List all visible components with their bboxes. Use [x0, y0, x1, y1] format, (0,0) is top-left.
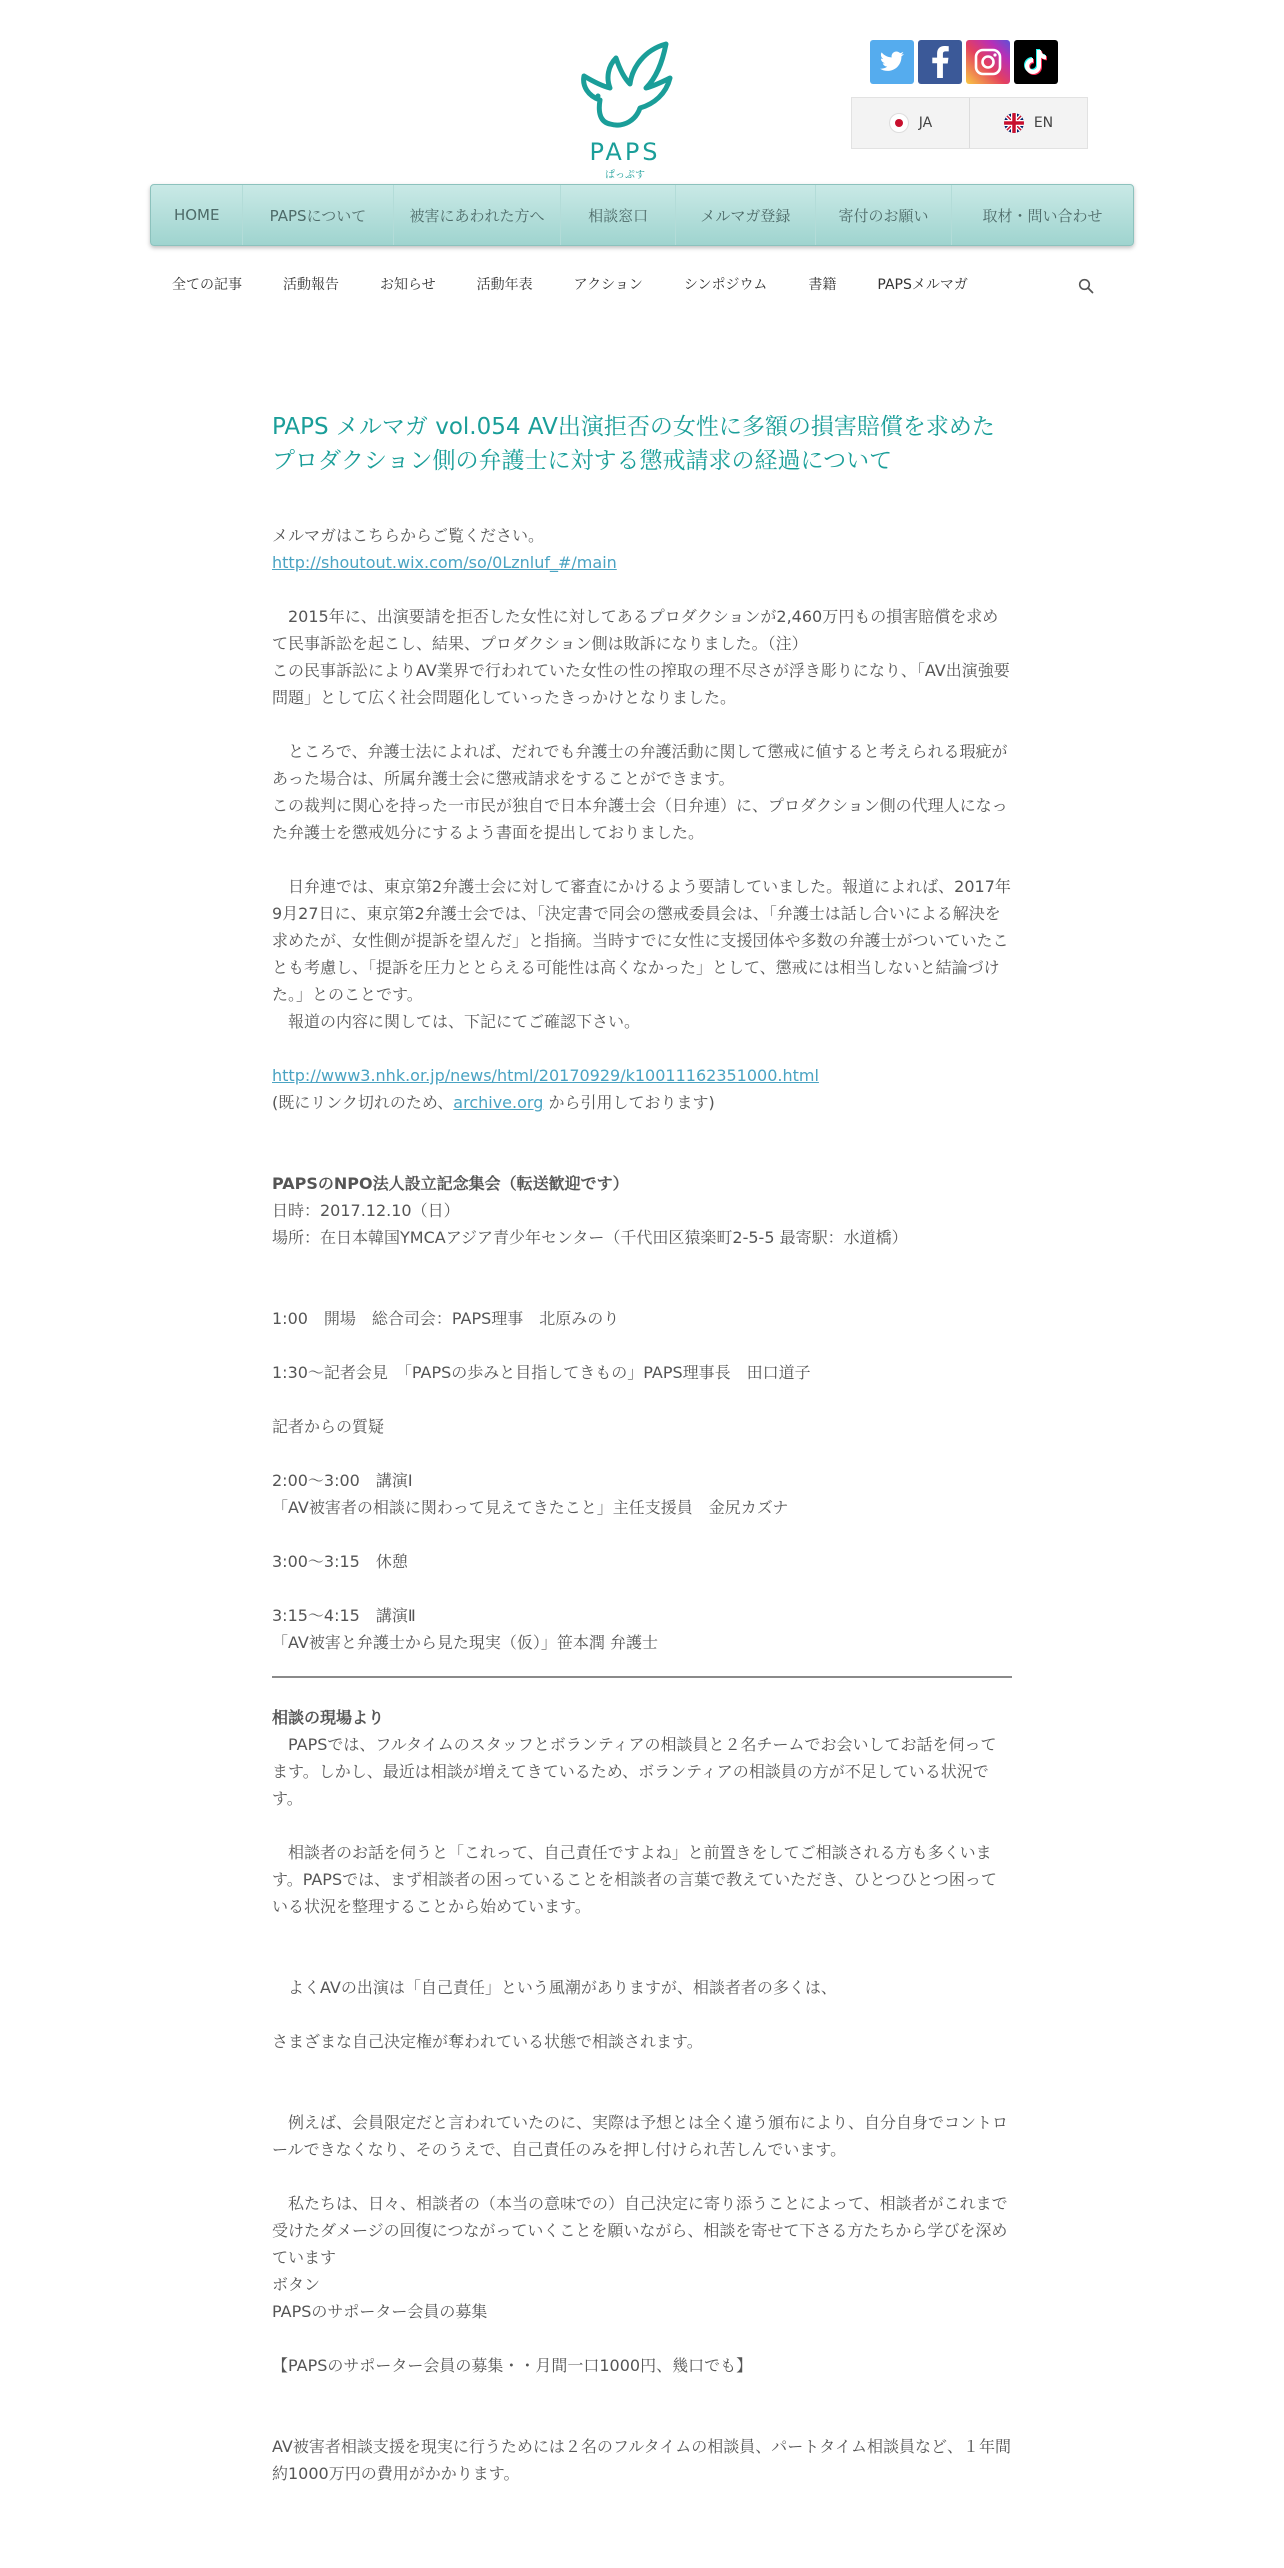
supporter-offer: 【PAPSのサポーター会員の募集・・月間一口1000円、幾口でも】 — [272, 2356, 753, 2375]
archive-link[interactable]: archive.org — [453, 1093, 544, 1112]
button-text[interactable]: ボタン — [272, 2275, 321, 2294]
event-date: 日時：2017.12.10（日） — [272, 1201, 460, 1220]
paragraph-3b: 報道の内容に関しては、下記にてご確認下さい。 — [272, 1012, 641, 1031]
twitter-icon[interactable] — [870, 40, 914, 84]
schedule-4b: 「AV被害者の相談に関わって見えてきたこと」主任支援員 金尻カズナ — [272, 1498, 789, 1517]
schedule-3: 記者からの質疑 — [272, 1417, 385, 1436]
supporter-cost: AV被害者相談支援を現実に行うためには２名のフルタイムの相談員、パートタイム相談員など、１年間約1000万円の費用がかかります。 — [272, 2437, 1011, 2483]
nav-consultation[interactable]: 相談窓口 — [561, 185, 675, 245]
facebook-icon[interactable] — [918, 40, 962, 84]
paps-logo[interactable] — [570, 38, 680, 181]
nav-victims[interactable]: 被害にあわれた方へ — [394, 185, 562, 245]
paragraph-2: ところで、弁護士法によれば、だれでも弁護士の弁護活動に関して懲戒に値すると考えられる瑕疵があった場合は、所属弁護士会に懲戒請求をすることができます。 — [272, 742, 1008, 788]
consult-paragraph-5: 例えば、会員限定だと言われていたのに、実際は予想とは全く違う頒布により、自分自身でコントロールできなくなり、そのうえで、自己責任のみを押し付けられ苦しんでいます。 — [272, 2113, 1009, 2159]
newsletter-link[interactable]: http://shoutout.wix.com/so/0Lznluf_#/main — [272, 553, 617, 572]
paragraph-1: 2015年に、出演要請を拒否した女性に対してあるプロダクションが2,460万円もの損害賠償を求めて民事訴訟を起こし、結果、プロダクション側は敗訴になりました。（注） — [272, 607, 999, 653]
nav-donation[interactable]: 寄付のお願い — [816, 185, 952, 245]
lang-en-label: EN — [1033, 115, 1054, 131]
consult-title: 相談の現場より — [272, 1708, 385, 1727]
instagram-icon[interactable] — [966, 40, 1010, 84]
category-newsletter[interactable]: PAPSメルマガ — [877, 277, 968, 293]
blog-category-nav — [172, 274, 1009, 298]
category-action[interactable]: アクション — [573, 277, 643, 293]
logo-text: PAPS — [589, 138, 661, 166]
dove-icon — [570, 38, 680, 138]
category-books[interactable]: 書籍 — [808, 277, 837, 293]
schedule-6b: 「AV被害と弁護士から見た現実（仮）」笹本潤 弁護士 — [272, 1633, 658, 1652]
consult-paragraph-3: よくAVの出演は「自己責任」という風潮がありますが、相談者者の多くは、 — [272, 1978, 837, 1997]
lang-option-ja[interactable] — [852, 98, 969, 148]
schedule-4: 2:00～3:00 講演Ⅰ — [272, 1471, 413, 1490]
event-place: 場所：在日本韓国YMCAアジア青少年センター（千代田区猿楽町2-5-5 最寄駅：水道橋） — [272, 1228, 908, 1247]
intro-text: メルマガはこちらからご覧ください。 — [272, 526, 545, 545]
nav-newsletter-signup[interactable]: メルマガ登録 — [676, 185, 816, 245]
category-news[interactable]: お知らせ — [380, 277, 436, 293]
nav-about[interactable]: PAPSについて — [243, 185, 393, 245]
archive-note — [272, 1089, 1012, 1116]
lang-ja-label: JA — [918, 115, 933, 131]
category-activity-report[interactable]: 活動報告 — [283, 277, 339, 293]
nav-contact[interactable]: 取材・問い合わせ — [982, 206, 1103, 225]
consult-paragraph-4: さまざまな自己決定権が奪われている状態で相談されます。 — [272, 2032, 703, 2051]
japan-flag-icon — [889, 113, 909, 133]
uk-flag-icon — [1004, 113, 1024, 133]
category-timeline[interactable]: 活動年表 — [476, 277, 533, 293]
article-title: PAPS メルマガ vol.054 AV出演拒否の女性に多額の損害賠償を求めたプロダクション側の弁護士に対する懲戒請求の経過について — [272, 414, 995, 474]
consult-paragraph-1: PAPSでは、フルタイムのスタッフとボランティアの相談員と２名チームでお会いしてお話を伺ってます。しかし、最近は相談が増えてきているため、ボランティアの相談員の方が不足している状況です。 — [272, 1735, 997, 1808]
article — [272, 410, 1012, 2487]
social-links — [870, 40, 1058, 84]
paragraph-1b: この民事訴訟によりAV業界で行われていた女性の性の搾取の理不尽さが浮き彫りになり、「AV出演強要問題」として広く社会問題化していったきっかけとなりました。 — [272, 661, 1010, 707]
nav-home[interactable]: HOME — [151, 185, 243, 245]
category-symposium[interactable]: シンポジウム — [683, 277, 768, 293]
paragraph-3: 日弁連では、東京第2弁護士会に対して審査にかけるよう要請していました。報道によれば、2017年9月27日に、東京第2弁護士会では、「決定書で同会の懲戒委員会は、「弁護士は話し合いによる解決を求めたが、女性側が提訴を望んだ」と指摘。当時すでに女性に支援団体や多数の弁護士がついていたことも考慮し、「提訴を圧力ととらえる可能性は高くなかった」として、懲戒には相当しないと結論づけた。」とのことです。 — [272, 877, 1011, 1004]
schedule-6: 3:15～4:15 講演Ⅱ — [272, 1606, 416, 1625]
category-all[interactable]: 全ての記事 — [172, 277, 242, 293]
archive-note-post: から引用しております) — [543, 1093, 715, 1112]
lang-option-en[interactable] — [969, 98, 1087, 148]
event-title: PAPSのNPO法人設立記念集会（転送歓迎です） — [272, 1174, 629, 1193]
language-switcher — [851, 97, 1088, 149]
consult-paragraph-6: 私たちは、日々、相談者の（本当の意味での）自己決定に寄り添うことによって、相談者がこれまで受けたダメージの回復につながっていくことを願いながら、相談を寄せて下さる方たちから学びを深めています — [272, 2194, 1008, 2267]
supporter-heading: PAPSのサポーター会員の募集 — [272, 2302, 488, 2321]
schedule-5: 3:00～3:15 休憩 — [272, 1552, 408, 1571]
nhk-news-link[interactable]: http://www3.nhk.or.jp/news/html/20170929/k10011162351000.html — [272, 1066, 819, 1085]
search-icon[interactable] — [1078, 278, 1094, 294]
archive-note-pre: (既にリンク切れのため、 — [272, 1093, 454, 1112]
main-nav — [150, 184, 1134, 246]
schedule-2: 1:30～記者会見 「PAPSの歩みと目指してきもの」PAPS理事長 田口道子 — [272, 1363, 811, 1382]
paragraph-2b: この裁判に関心を持った一市民が独自で日本弁護士会（日弁連）に、プロダクション側の代理人になった弁護士を懲戒処分にするよう書面を提出しておりました。 — [272, 796, 1008, 842]
tiktok-icon[interactable] — [1014, 40, 1058, 84]
logo-subtext: ぱっぷす — [605, 170, 645, 181]
divider — [272, 1676, 1012, 1678]
schedule-1: 1:00 開場 総合司会：PAPS理事 北原みのり — [272, 1309, 620, 1328]
consult-paragraph-2: 相談者のお話を伺うと「これって、自己責任ですよね」と前置きをしてご相談される方も多くいます。PAPSでは、まず相談者の困っていることを相談者の言葉で教えていただき、ひとつひとつ困っている状況を整理することから始めています。 — [272, 1843, 997, 1916]
